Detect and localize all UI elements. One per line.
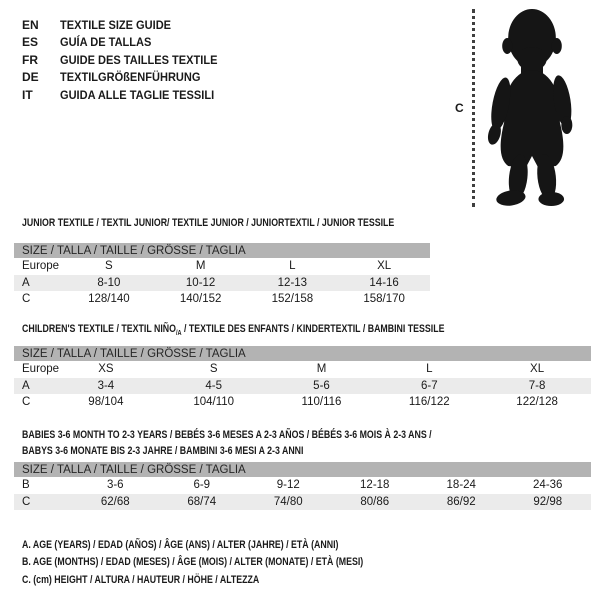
size-cell: 6-7: [420, 379, 438, 392]
size-cell: 4-5: [205, 379, 222, 392]
size-cell: 7-8: [528, 379, 546, 392]
size-cell: 92/98: [533, 495, 563, 508]
language-code: ES: [22, 35, 39, 50]
row-label: A: [22, 276, 30, 289]
legend: [22, 537, 449, 589]
size-cell: 24-36: [533, 479, 563, 492]
size-cell: 62/68: [100, 495, 130, 508]
table-row: [14, 477, 591, 494]
size-cell: 128/140: [88, 293, 130, 306]
size-cell: 98/104: [88, 396, 124, 409]
children-size-table: [14, 346, 591, 411]
legend-line-b: B. AGE (MONTHS) / EDAD (MESES) / ÂGE (MOIS) / ALTER (MONATE) / ETÀ (MESI): [22, 556, 364, 569]
row-label: A: [22, 379, 30, 392]
size-cell: 8-10: [97, 276, 121, 289]
size-cell: 3-4: [97, 379, 115, 392]
size-cell: M: [195, 260, 206, 273]
language-row: [22, 34, 231, 52]
language-row: [22, 16, 231, 34]
size-cell: 12-13: [277, 276, 308, 289]
language-title-list: [22, 16, 231, 104]
guide-title: GUIDE DES TAILLES TEXTILE: [60, 52, 218, 67]
size-cell: 68/74: [187, 495, 217, 508]
language-code: FR: [22, 52, 38, 67]
baby-silhouette-icon: [477, 7, 587, 207]
size-cell: 74/80: [273, 495, 303, 508]
section-title-junior: JUNIOR TEXTILE / TEXTIL JUNIOR/ TEXTILE JUNIOR / JUNIORTEXTIL / JUNIOR TESSILE: [22, 217, 395, 229]
legend-line-c: C. (cm) HEIGHT / ALTURA / HAUTEUR / HÖHE / ALTEZZA: [22, 573, 260, 586]
size-cell: XS: [98, 363, 114, 376]
size-cell: XL: [377, 260, 392, 273]
table-header-size: SIZE / TALLA / TAILLE / GRÖSSE / TAGLIA: [14, 346, 591, 361]
size-cell: S: [105, 260, 113, 273]
section-title-babies-line1: BABIES 3-6 MONTH TO 2-3 YEARS / BEBÉS 3-6 MESES A 2-3 AÑOS / BÉBÉS 3-6 MOIS À 2-3 ANS /: [22, 429, 432, 441]
language-row: [22, 69, 231, 87]
size-cell: 110/116: [301, 396, 342, 409]
guide-title: GUÍA DE TALLAS: [60, 35, 152, 50]
language-row: [22, 51, 231, 69]
size-cell: 104/110: [193, 396, 235, 409]
size-cell: 86/92: [446, 495, 476, 508]
height-measure-dotted-line: [472, 9, 475, 207]
guide-title: TEXTILE SIZE GUIDE: [60, 17, 172, 32]
size-cell: 9-12: [276, 479, 300, 492]
table-header-size: SIZE / TALLA / TAILLE / GRÖSSE / TAGLIA: [14, 243, 430, 258]
size-cell: 152/158: [271, 293, 314, 306]
row-label: Europe: [22, 363, 60, 376]
row-label: C: [22, 293, 31, 306]
size-cell: 5-6: [313, 379, 330, 392]
size-cell: 116/122: [408, 396, 450, 409]
row-label: B: [22, 479, 30, 492]
title-text: / TEXTILE DES ENFANTS / KINDERTEXTIL / BAMBINI TESSILE: [181, 323, 445, 335]
junior-size-table: [14, 243, 430, 308]
size-cell: 14-16: [369, 276, 399, 289]
size-cell: 12-18: [360, 479, 390, 492]
title-text: CHILDREN'S TEXTILE / TEXTIL NIÑO: [22, 323, 176, 335]
size-cell: L: [426, 363, 433, 376]
table-row: [14, 275, 430, 292]
size-cell: L: [289, 260, 296, 273]
table-row: [14, 494, 591, 511]
table-row: [14, 378, 591, 395]
language-code: DE: [22, 70, 39, 85]
language-row: [22, 86, 231, 104]
table-row: [14, 258, 430, 275]
row-label: Europe: [22, 260, 60, 273]
section-title-babies-line2: BABYS 3-6 MONATE BIS 2-3 JAHRE / BAMBINI 3-6 MESI A 2-3 ANNI: [22, 445, 304, 457]
table-row: [14, 394, 591, 411]
size-cell: XL: [530, 363, 545, 376]
language-code: IT: [22, 87, 33, 102]
babies-size-table: [14, 462, 591, 510]
size-cell: 122/128: [516, 396, 558, 409]
height-measure-label: C: [455, 101, 464, 115]
size-cell: M: [316, 363, 327, 376]
size-cell: 18-24: [446, 479, 476, 492]
language-code: EN: [22, 17, 39, 32]
table-header-size: SIZE / TALLA / TAILLE / GRÖSSE / TAGLIA: [14, 462, 591, 477]
table-row: [14, 361, 591, 378]
section-title-children: [22, 321, 444, 342]
title-subscript: /A: [175, 330, 182, 338]
row-label: C: [22, 495, 31, 508]
guide-title: TEXTILGRÖßENFÜHRUNG: [60, 70, 201, 85]
size-cell: 3-6: [106, 479, 124, 492]
size-cell: 140/152: [179, 293, 222, 306]
size-cell: 80/86: [360, 495, 390, 508]
size-cell: 6-9: [193, 479, 211, 492]
size-cell: 158/170: [363, 293, 405, 306]
size-cell: S: [209, 363, 218, 376]
guide-title: GUIDA ALLE TAGLIE TESSILI: [60, 87, 215, 102]
size-cell: 10-12: [185, 276, 216, 289]
legend-line-a: A. AGE (YEARS) / EDAD (AÑOS) / ÂGE (ANS) / ALTER (JAHRE) / ETÀ (ANNI): [22, 539, 339, 551]
table-row: [14, 291, 430, 308]
row-label: C: [22, 396, 31, 409]
